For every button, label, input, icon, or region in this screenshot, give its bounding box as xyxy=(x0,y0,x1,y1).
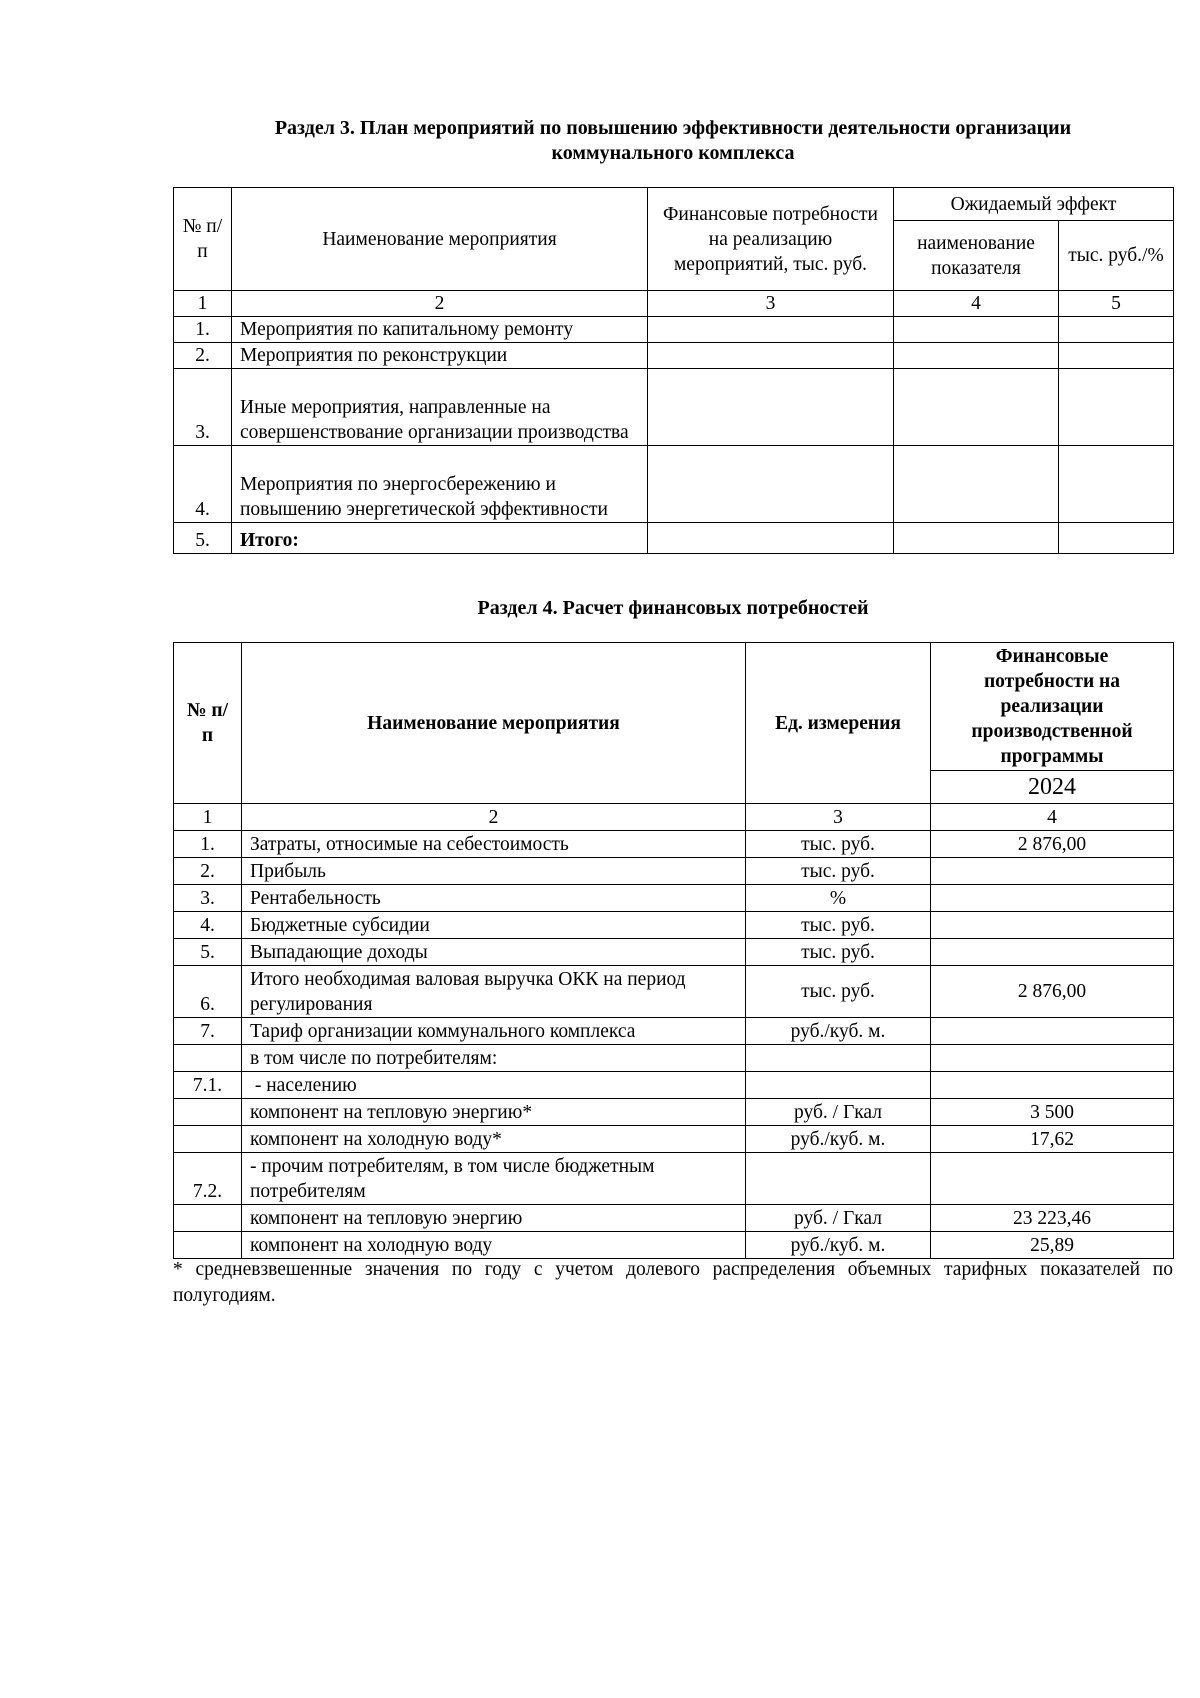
row-value xyxy=(931,1153,1174,1205)
table-row xyxy=(174,1205,1174,1232)
col-number: 4 xyxy=(931,804,1174,831)
section3-title xyxy=(173,116,1173,166)
row-num: 7.2. xyxy=(174,1153,242,1205)
table-row-total xyxy=(174,523,1174,554)
row-num: 4. xyxy=(174,912,242,939)
section3-title-line1: Раздел 3. План мероприятий по повышению эффективности деятельности организации xyxy=(274,117,1072,139)
row-finance xyxy=(648,369,894,446)
column-numbers-row xyxy=(174,804,1174,831)
row-name: Итого необходимая валовая выручка ОКК на период регулирования xyxy=(242,966,746,1018)
row-name: Мероприятия по реконструкции xyxy=(232,343,648,369)
row-unit: руб. / Гкал xyxy=(746,1205,931,1232)
row-indicator xyxy=(894,446,1059,523)
row-num: 3. xyxy=(174,885,242,912)
row-name: компонент на холодную воду* xyxy=(242,1126,746,1153)
row-num xyxy=(174,1232,242,1259)
table-row xyxy=(174,885,1174,912)
row-name: компонент на холодную воду xyxy=(242,1232,746,1259)
row-value: 3 500 xyxy=(931,1099,1174,1126)
row-value: 2 876,00 xyxy=(931,966,1174,1018)
row-unit: руб./куб. м. xyxy=(746,1232,931,1259)
row-name: компонент на тепловую энергию* xyxy=(242,1099,746,1126)
row-value xyxy=(1059,343,1174,369)
section4-table xyxy=(173,642,1174,1259)
col-number: 5 xyxy=(1059,291,1174,317)
row-unit: руб./куб. м. xyxy=(746,1018,931,1045)
row-name: Выпадающие доходы xyxy=(242,939,746,966)
row-num xyxy=(174,1126,242,1153)
table-row xyxy=(174,1072,1174,1099)
row-value xyxy=(931,885,1174,912)
table-row xyxy=(174,1045,1174,1072)
table-row xyxy=(174,343,1174,369)
column-numbers-row xyxy=(174,291,1174,317)
row-name: Тариф организации коммунального комплекса xyxy=(242,1018,746,1045)
row-unit: тыс. руб. xyxy=(746,912,931,939)
table-row xyxy=(174,912,1174,939)
section3-title-line2: коммунального комплекса xyxy=(551,142,795,164)
row-num: 6. xyxy=(174,966,242,1018)
row-value xyxy=(1059,523,1174,554)
table-row xyxy=(174,1099,1174,1126)
row-indicator xyxy=(894,523,1059,554)
row-value xyxy=(931,912,1174,939)
col-number: 2 xyxy=(242,804,746,831)
row-num: 1. xyxy=(174,317,232,343)
row-value xyxy=(1059,317,1174,343)
table-row xyxy=(174,446,1174,523)
row-name: Иные мероприятия, направленные на совершенствование организации производства xyxy=(232,369,648,446)
row-unit: тыс. руб. xyxy=(746,858,931,885)
row-num xyxy=(174,1045,242,1072)
row-value: 17,62 xyxy=(931,1126,1174,1153)
row-unit: % xyxy=(746,885,931,912)
row-num: 7.1. xyxy=(174,1072,242,1099)
header-num: № п/п xyxy=(174,643,242,804)
col-number: 4 xyxy=(894,291,1059,317)
row-num: 2. xyxy=(174,858,242,885)
row-value xyxy=(931,1072,1174,1099)
row-num: 3. xyxy=(174,369,232,446)
row-unit xyxy=(746,1045,931,1072)
table-row xyxy=(174,858,1174,885)
row-value: 2 876,00 xyxy=(931,831,1174,858)
table-row xyxy=(174,939,1174,966)
row-unit xyxy=(746,1072,931,1099)
header-name: Наименование мероприятия xyxy=(232,188,648,291)
col-number: 3 xyxy=(648,291,894,317)
col-number: 1 xyxy=(174,804,242,831)
table-row xyxy=(174,966,1174,1018)
table-row xyxy=(174,1018,1174,1045)
row-name: - населению xyxy=(242,1072,746,1099)
row-num: 7. xyxy=(174,1018,242,1045)
header-value: тыс. руб./% xyxy=(1059,221,1174,291)
row-unit xyxy=(746,1153,931,1205)
header-year: 2024 xyxy=(931,771,1174,804)
footnote: * средневзвешенные значения по году с учетом долевого распределения объемных тарифных показателей по полугодиям. xyxy=(173,1259,1173,1306)
row-value xyxy=(931,939,1174,966)
row-value xyxy=(931,1045,1174,1072)
col-number: 1 xyxy=(174,291,232,317)
table-row xyxy=(174,1126,1174,1153)
row-name: - прочим потребителям, в том числе бюджетным потребителям xyxy=(242,1153,746,1205)
table-row xyxy=(174,831,1174,858)
row-name: Затраты, относимые на себестоимость xyxy=(242,831,746,858)
row-indicator xyxy=(894,369,1059,446)
row-unit: тыс. руб. xyxy=(746,939,931,966)
row-name: Прибыль xyxy=(242,858,746,885)
row-name: в том числе по потребителям: xyxy=(242,1045,746,1072)
row-finance xyxy=(648,317,894,343)
row-unit: тыс. руб. xyxy=(746,831,931,858)
row-num: 4. xyxy=(174,446,232,523)
header-effect: Ожидаемый эффект xyxy=(894,188,1174,221)
header-name: Наименование мероприятия xyxy=(242,643,746,804)
row-value: 23 223,46 xyxy=(931,1205,1174,1232)
row-num: 1. xyxy=(174,831,242,858)
header-unit: Ед. измерения xyxy=(746,643,931,804)
header-finance: Финансовые потребности на реализацию мероприятий, тыс. руб. xyxy=(648,188,894,291)
section4-title: Раздел 4. Расчет финансовых потребностей xyxy=(477,597,869,619)
section3-table xyxy=(173,187,1174,554)
row-name-total: Итого: xyxy=(232,523,648,554)
table-row xyxy=(174,317,1174,343)
row-num: 5. xyxy=(174,523,232,554)
row-value xyxy=(931,858,1174,885)
row-name: Мероприятия по капитальному ремонту xyxy=(232,317,648,343)
col-number: 3 xyxy=(746,804,931,831)
row-finance xyxy=(648,446,894,523)
row-unit: руб. / Гкал xyxy=(746,1099,931,1126)
row-name: Бюджетные субсидии xyxy=(242,912,746,939)
row-num: 5. xyxy=(174,939,242,966)
table-row xyxy=(174,1232,1174,1259)
table-row xyxy=(174,1153,1174,1205)
row-unit: тыс. руб. xyxy=(746,966,931,1018)
row-num: 2. xyxy=(174,343,232,369)
row-name: Мероприятия по энергосбережению и повышению энергетической эффективности xyxy=(232,446,648,523)
header-finance: Финансовые потребности на реализации производственной программы xyxy=(931,643,1174,771)
row-value: 25,89 xyxy=(931,1232,1174,1259)
row-finance xyxy=(648,343,894,369)
row-indicator xyxy=(894,317,1059,343)
header-num: № п/п xyxy=(174,188,232,291)
row-indicator xyxy=(894,343,1059,369)
row-value xyxy=(931,1018,1174,1045)
row-name: Рентабельность xyxy=(242,885,746,912)
row-value xyxy=(1059,446,1174,523)
row-num xyxy=(174,1205,242,1232)
header-indicator: наименование показателя xyxy=(894,221,1059,291)
table-row xyxy=(174,369,1174,446)
row-name: компонент на тепловую энергию xyxy=(242,1205,746,1232)
col-number: 2 xyxy=(232,291,648,317)
row-finance xyxy=(648,523,894,554)
row-unit: руб./куб. м. xyxy=(746,1126,931,1153)
row-num xyxy=(174,1099,242,1126)
row-value xyxy=(1059,369,1174,446)
